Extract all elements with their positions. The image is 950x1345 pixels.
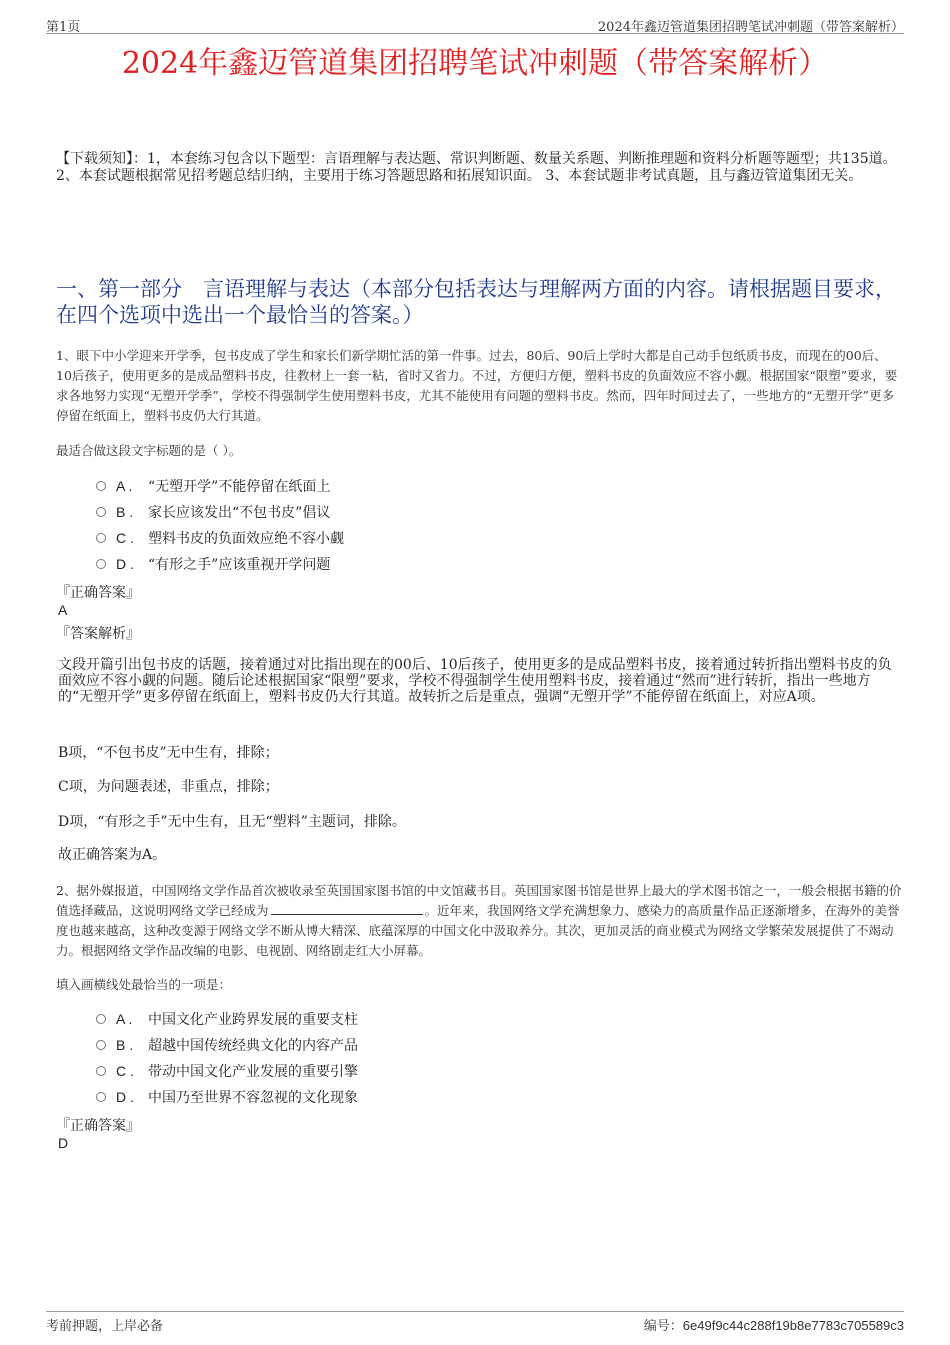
header-doc-title: 2024年鑫迈管道集团招聘笔试冲刺题（带答案解析） [597, 20, 904, 35]
radio-icon[interactable] [96, 533, 106, 543]
question-2-option-c[interactable]: C . 带动中国文化产业发展的重要引擎 [96, 1058, 358, 1084]
question-2-answer-label: 『正确答案』 [56, 1118, 140, 1134]
option-text: “有形之手”应该重视开学问题 [148, 557, 331, 573]
option-text: 带动中国文化产业发展的重要引擎 [148, 1064, 358, 1080]
option-text: 中国文化产业跨界发展的重要支柱 [148, 1012, 358, 1028]
question-2-option-b[interactable]: B . 超越中国传统经典文化的内容产品 [96, 1032, 358, 1058]
radio-icon[interactable] [96, 1040, 106, 1050]
footer-divider [46, 1311, 904, 1312]
question-1-prompt: 最适合做这段文字标题的是（ ）。 [56, 443, 242, 458]
radio-icon[interactable] [96, 559, 106, 569]
radio-icon[interactable] [96, 1092, 106, 1102]
option-text: 塑料书皮的负面效应绝不容小觑 [148, 531, 344, 547]
radio-icon[interactable] [96, 1066, 106, 1076]
question-1-text: 1、眼下中小学迎来开学季，包书皮成了学生和家长们新学期忙活的第一件事。过去，80后、90后上学时大都是自己动手包纸质书皮，而现在的00后、10后孩子，使用更多的是成品塑料书皮，往教材上一套一粘，省时又省力。不过，方便归方便，塑料书皮的负面效应不容小觑。根据国家“限塑”要求，要求各地努力实现“无塑开学季”，学校不得强制学生使用塑料书皮，尤其不能使用有问题的塑料书皮。然而，四年时间过去了，一些地方的“无塑开学”更多停留在纸面上，塑料书皮仍大行其道。 [56, 348, 898, 423]
question-1-option-c[interactable]: C . 塑料书皮的负面效应绝不容小觑 [96, 525, 344, 551]
footer-code: 编号：6e49f9c44c288f19b8e7783c705589c3 [643, 1318, 904, 1334]
document-title: 2024年鑫迈管道集团招聘笔试冲刺题（带答案解析） [121, 46, 829, 81]
page-number: 第1页 [46, 20, 81, 35]
radio-icon[interactable] [96, 481, 106, 491]
question-1-answer: A [58, 602, 68, 618]
question-2-prompt: 填入画横线处最恰当的一项是： [56, 977, 232, 992]
download-notice: 【下载须知】：1，本套练习包含以下题型：言语理解与表达题、常识判断题、数量关系题、判断推理题和资料分析题等题型；共135道。 2、本套试题根据常见招考题总结归纳，主要用于练习答题思路和拓展知识面。 3、本套试题非考试真题，且与鑫迈管道集团无关。 [56, 151, 897, 184]
document-code: 6e49f9c44c288f19b8e7783c705589c3 [682, 1318, 904, 1333]
question-1-options [96, 473, 344, 577]
question-1-analysis-p2: B项，“不包书皮”无中生有，排除； [58, 745, 279, 761]
radio-icon[interactable] [96, 507, 106, 517]
question-2-text: 2、据外媒报道，中国网络文学作品首次被收录至英国国家图书馆的中文馆藏书目。英国国家图书馆是世界上最大的学术图书馆之一，一般会根据书籍的价值选择藏品，这说明网络文学已经成为 。近年来，我国网络文学充满想象力、感染力的高质量作品正逐渐增多，在海外的美誉度也越来越高，这种改变源于网络文学不断从博大精深、底蕴深厚的中国文化中汲取养分。其次，更加灵活的商业模式为网络文学繁荣发展提供了不竭动力。根据网络文学作品改编的电影、电视剧、网络剧走红大小屏幕。 [56, 883, 902, 958]
fill-blank [271, 902, 423, 915]
question-1-answer-label: 『正确答案』 [56, 585, 140, 601]
option-text: “无塑开学”不能停留在纸面上 [148, 479, 331, 495]
footer-slogan: 考前押题，上岸必备 [46, 1319, 164, 1334]
question-2-option-d[interactable]: D . 中国乃至世界不容忽视的文化现象 [96, 1084, 358, 1110]
question-1-option-d[interactable]: D . “有形之手”应该重视开学问题 [96, 551, 344, 577]
option-text: 中国乃至世界不容忽视的文化现象 [148, 1090, 358, 1106]
question-2-options [96, 1006, 358, 1110]
question-1-analysis-label: 『答案解析』 [56, 626, 140, 642]
question-1-analysis-p1: 文段开篇引出包书皮的话题，接着通过对比指出现在的00后、10后孩子，使用更多的是成品塑料书皮，接着通过转折指出塑料书皮的负面效应不容小觑的问题。随后论述根据国家“限塑”要求，学校不得强制学生使用塑料书皮，接着通过“然而”进行转折，指出一些地方的“无塑开学”更多停留在纸面上，塑料书皮仍大行其道。故转折之后是重点，强调“无塑开学”不能停留在纸面上，对应A项。 [58, 657, 892, 705]
question-2-option-a[interactable]: A . 中国文化产业跨界发展的重要支柱 [96, 1006, 358, 1032]
question-2-answer: D [58, 1135, 69, 1151]
radio-icon[interactable] [96, 1014, 106, 1024]
question-1-analysis-p5: 故正确答案为A。 [58, 847, 167, 863]
question-1-analysis-p4: D项，“有形之手”无中生有，且无“塑料”主题词，排除。 [58, 814, 406, 830]
option-text: 家长应该发出“不包书皮”倡议 [148, 505, 331, 521]
question-1-option-a[interactable]: A . “无塑开学”不能停留在纸面上 [96, 473, 344, 499]
option-text: 超越中国传统经典文化的内容产品 [148, 1038, 358, 1054]
section-heading: 一、第一部分 言语理解与表达（本部分包括表达与理解两方面的内容。请根据题目要求，在四个选项中选出一个最恰当的答案。） [56, 277, 896, 327]
question-1-analysis-p3: C项，为问题表述，非重点，排除； [58, 779, 279, 795]
header-divider [46, 33, 904, 34]
question-1-option-b[interactable]: B . 家长应该发出“不包书皮”倡议 [96, 499, 344, 525]
